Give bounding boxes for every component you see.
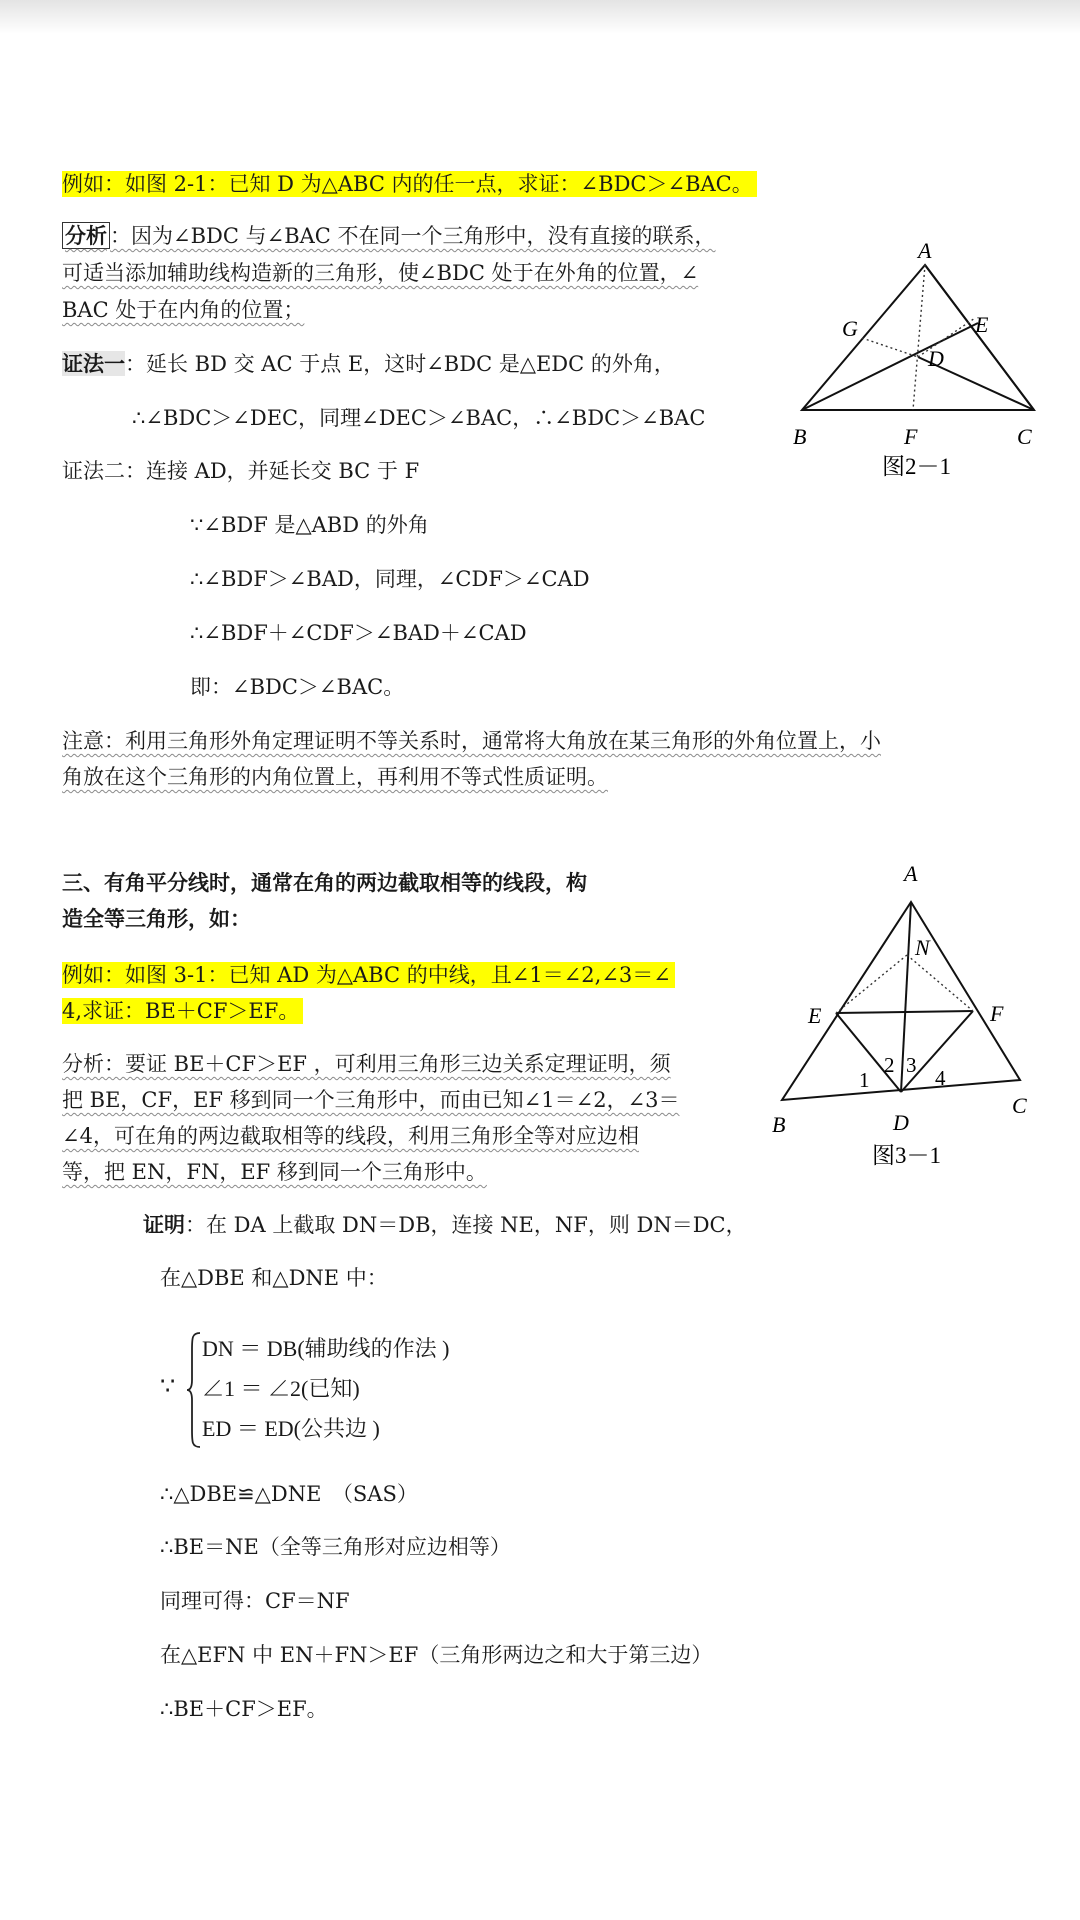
figure-3-1: [770, 855, 1060, 1175]
analysis-1-line-3: BAC 处于在内角的位置；: [62, 298, 305, 322]
fig2-label-a: A: [904, 861, 918, 886]
proof-3-label: 证明: [143, 1212, 185, 1237]
proof-1-label: 证法一: [62, 351, 125, 376]
segment-bd-extended: [802, 323, 978, 410]
fig1-label-g: G: [842, 316, 858, 341]
fig2-angle-4: 4: [935, 1066, 946, 1090]
analysis-1-label: 分析: [62, 222, 110, 249]
analysis-1-line-1: 分析 ：因为∠BDC 与∠BAC 不在同一个三角形中，没有直接的联系，: [62, 221, 716, 251]
example-2-line-2: 4,求证：BE＋CF＞EF。: [62, 996, 303, 1026]
proof-1-line-2: ∴∠BDC＞∠DEC，同理∠DEC＞∠BAC，∴∠BDC＞∠BAC: [132, 406, 706, 430]
brace-line-1: DN ＝ DB(辅助线的作法 ): [202, 1336, 450, 1361]
proof-3-line-7: ∴BE＋CF＞EF。: [160, 1697, 328, 1721]
proof-3-line-6: 在△EFN 中 EN＋FN＞EF（三角形两边之和大于第三边）: [160, 1643, 713, 1667]
fig2-label-d: D: [893, 1110, 909, 1135]
fig1-label-a: A: [918, 238, 932, 263]
congruence-system: [160, 1330, 580, 1450]
top-shadow: [0, 0, 1080, 34]
fig2-label-n: N: [915, 935, 930, 960]
dotted-nf: [907, 955, 973, 1011]
note-1-line-1: 注意：利用三角形外角定理证明不等关系时，通常将大角放在某三角形的外角位置上，小: [62, 729, 881, 753]
analysis-2-line-1: 分析：要证 BE＋CF＞EF ，可利用三角形三边关系定理证明，须: [62, 1052, 671, 1076]
proof-3-line-4: ∴BE＝NE（全等三角形对应边相等）: [160, 1535, 511, 1559]
triangle-abc: [802, 265, 1034, 410]
proof-2-line-2: ∵∠BDF 是△ABD 的外角: [190, 513, 429, 537]
proof-3-line-2: 在△DBE 和△DNE 中：: [160, 1266, 388, 1290]
dotted-ad-f: [913, 265, 925, 410]
since-symbol: ∵: [160, 1372, 176, 1400]
analysis-2-line-4: 等，把 EN，FN，EF 移到同一个三角形中。: [62, 1160, 487, 1184]
fig1-label-c: C: [1017, 424, 1032, 449]
example-1-text: 例如：如图 2-1：已知 D 为△ABC 内的任一点，求证：∠BDC＞∠BAC。: [62, 171, 757, 197]
fig2-label-e: E: [808, 1003, 822, 1028]
note-1-line-2: 角放在这个三角形的内角位置上，再利用不等式性质证明。: [62, 765, 608, 789]
proof-1-line-1: 证法一：延长 BD 交 AC 于点 E，这时∠BDC 是△EDC 的外角，: [62, 351, 675, 376]
fig2-label-f: F: [990, 1001, 1004, 1026]
proof-2-line-4: ∴∠BDF＋∠CDF＞∠BAD＋∠CAD: [190, 621, 527, 645]
example-1-heading: [62, 169, 757, 199]
fig2-label-b: B: [772, 1112, 786, 1137]
analysis-2-line-3: ∠4，可在角的两边截取相等的线段，利用三角形全等对应边相: [62, 1124, 639, 1148]
figure-2-1: [780, 230, 1060, 490]
proof-3-line-3: ∴△DBE≌△DNE （SAS）: [160, 1482, 418, 1506]
proof-2-line-5: 即：∠BDC＞∠BAC。: [190, 675, 405, 699]
fig1-label-e: E: [975, 312, 989, 337]
brace-line-3: ED ＝ ED(公共边 ): [202, 1416, 380, 1441]
section-3-heading-line-1: 三、有角平分线时，通常在角的两边截取相等的线段，构: [62, 870, 587, 895]
fig1-label-d: D: [928, 346, 944, 371]
example-2-line-1: 例如：如图 3-1：已知 AD 为△ABC 的中线，且∠1＝∠2,∠3＝∠: [62, 960, 675, 990]
dotted-gd: [862, 338, 918, 357]
analysis-1-line-2: 可适当添加辅助线构造新的三角形，使∠BDC 处于在外角的位置，∠: [62, 261, 699, 285]
fig2-angle-2: 2: [884, 1053, 895, 1077]
fig2-label-c: C: [1012, 1093, 1027, 1118]
segment-ef: [836, 1011, 973, 1013]
fig1-label-b: B: [793, 424, 807, 449]
section-3-heading-line-2: 造全等三角形，如：: [62, 906, 251, 931]
proof-3-line-1: 证明：在 DA 上截取 DN＝DB，连接 NE，NF，则 DN＝DC，: [143, 1212, 747, 1237]
fig1-label-f: F: [904, 424, 918, 449]
proof-2-line-1: 证法二：连接 AD，并延长交 BC 于 F: [62, 459, 420, 483]
triangle-abc-2: [782, 902, 1020, 1100]
fig2-angle-1: 1: [859, 1068, 870, 1092]
figure-2-1-caption: 图2－1: [882, 454, 951, 479]
left-brace-icon: [186, 1330, 202, 1450]
segment-cd: [925, 265, 1034, 410]
figure-3-1-caption: 图3－1: [872, 1143, 941, 1168]
analysis-2-line-2: 把 BE，CF，EF 移到同一个三角形中，而由已知∠1＝∠2，∠3＝: [62, 1088, 680, 1112]
proof-3-line-5: 同理可得：CF＝NF: [160, 1589, 350, 1613]
proof-2-line-3: ∴∠BDF＞∠BAD，同理，∠CDF＞∠CAD: [190, 567, 590, 591]
fig2-angle-3: 3: [906, 1053, 917, 1077]
brace-line-2: ∠1 ＝ ∠2(已知): [202, 1376, 360, 1401]
